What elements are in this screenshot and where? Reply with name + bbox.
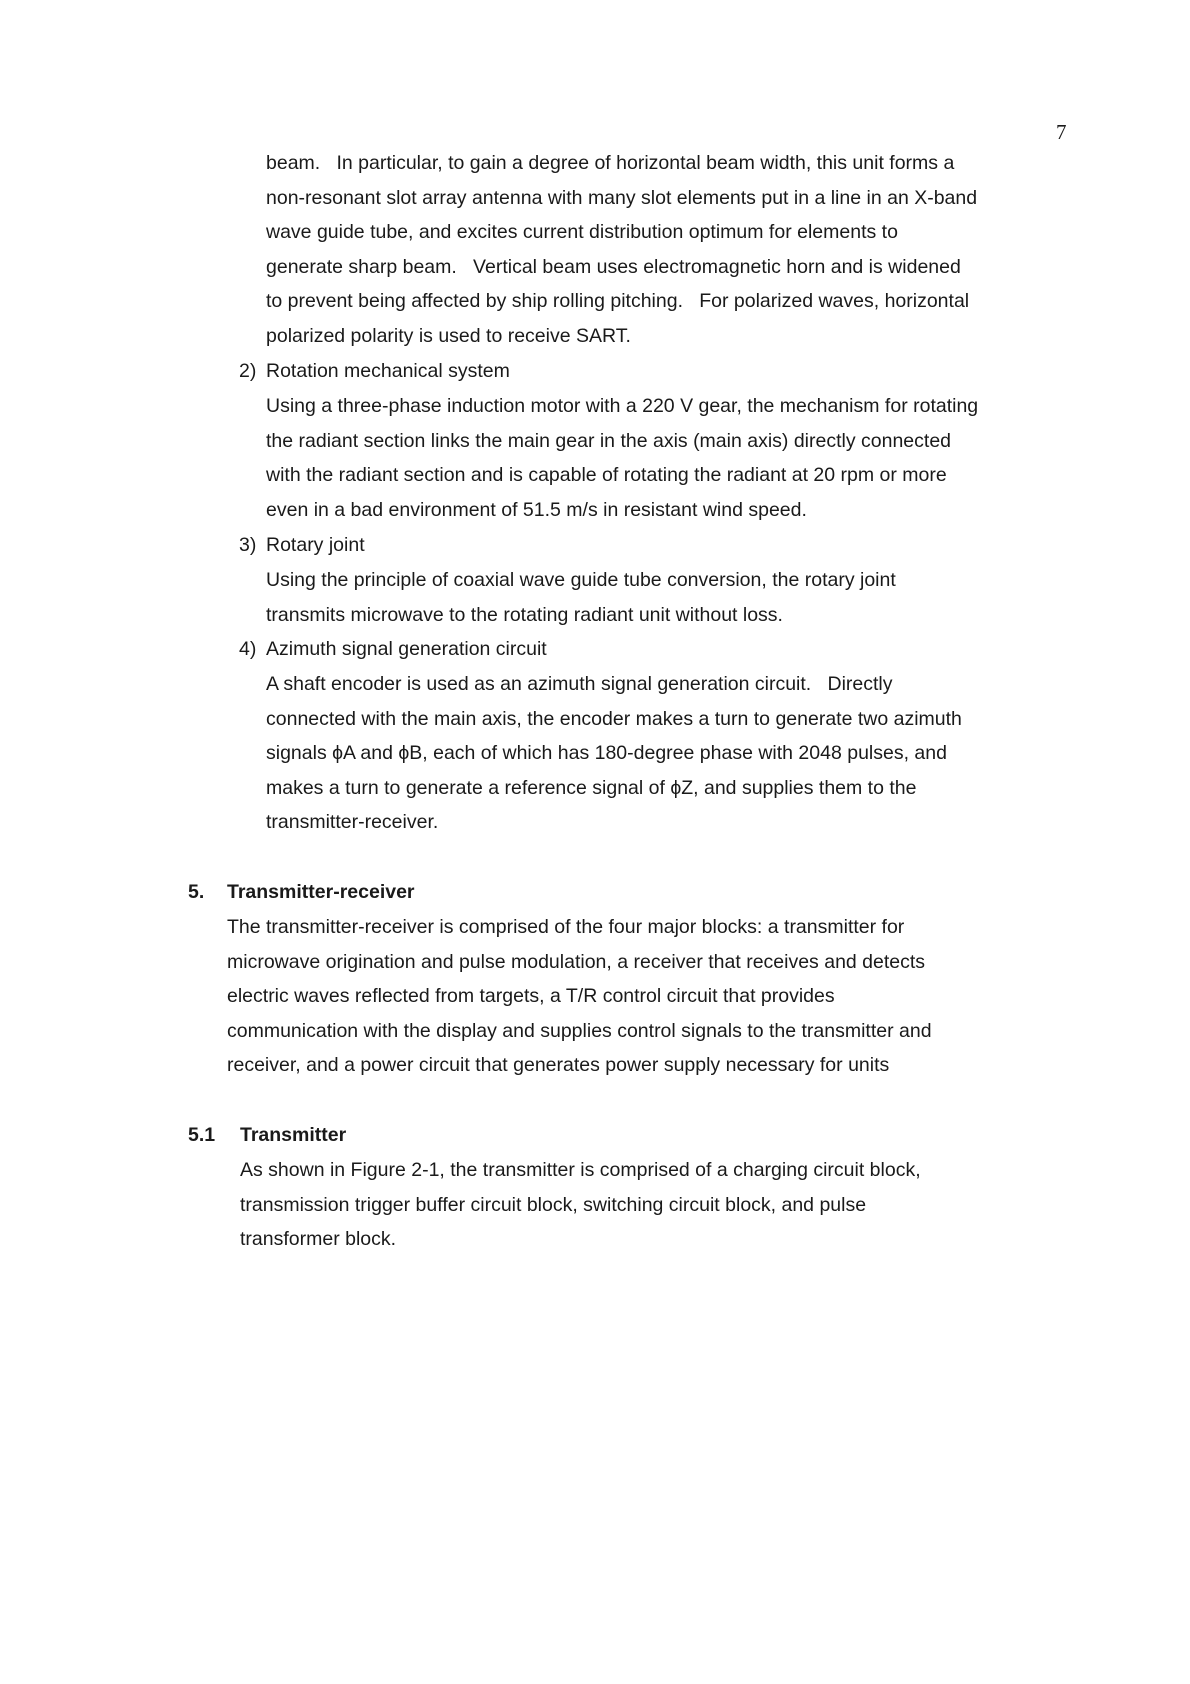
list-item-body [266,389,978,527]
text-line: transmission trigger buffer circuit block, switching circuit block, and pulse [240,1193,867,1216]
text-line: Using the principle of coaxial wave guide tube conversion, the rotary joint [266,569,896,591]
section-body [240,1153,921,1257]
text-line: even in a bad environment of 51.5 m/s in resistant wind speed. [266,498,807,521]
text-line: polarized polarity is used to receive SART. [266,324,631,347]
list-item-body [266,667,962,840]
text-line: As shown in Figure 2-1, the transmitter is comprised of a charging circuit block, [240,1159,921,1181]
text-line: beam. In particular, to gain a degree of horizontal beam width, this unit forms a [266,152,955,174]
text-line: The transmitter-receiver is comprised of the four major blocks: a transmitter for [227,916,905,938]
text-line: generate sharp beam. Vertical beam uses electromagnetic horn and is widened [266,255,961,278]
text-line: non-resonant slot array antenna with many slot elements put in a line in an X-band [266,186,978,209]
list-item-label: Rotation mechanical system [266,360,510,382]
text-line: with the radiant section and is capable of rotating the radiant at 20 rpm or more [266,464,947,487]
text-line: Using a three-phase induction motor with a 220 V gear, the mechanism for rotating [266,395,979,417]
text-line: transmits microwave to the rotating radiant unit without loss. [266,603,783,626]
section-number: 5. [188,881,205,903]
text-line: wave guide tube, and excites current distribution optimum for elements to [266,221,898,244]
section-number: 5.1 [188,1124,216,1146]
text-line: receiver, and a power circuit that generates power supply necessary for units [227,1054,890,1077]
text-line: A shaft encoder is used as an azimuth signal generation circuit. Directly [266,673,893,695]
text-line: connected with the main axis, the encoder makes a turn to generate two azimuth [266,707,962,730]
text-line: electric waves reflected from targets, a T/R control circuit that provides [227,985,835,1008]
list-item-number: 3) [239,534,257,556]
list-item-label: Rotary joint [266,534,365,556]
section-title: Transmitter [240,1124,347,1146]
section-title: Transmitter-receiver [227,881,415,903]
list-item-label: Azimuth signal generation circuit [266,638,547,660]
text-line: transformer block. [240,1228,397,1251]
list-item-number: 2) [239,360,257,382]
page-number: 7 [1056,120,1067,144]
text-line: microwave origination and pulse modulation, a receiver that receives and detects [227,950,926,973]
text-line: makes a turn to generate a reference signal of ϕZ, and supplies them to the [266,776,917,799]
list-item-body [266,563,896,632]
text-line: transmitter-receiver. [266,811,439,834]
text-line: the radiant section links the main gear in the axis (main axis) directly connected [266,429,952,452]
text-line: signals ϕA and ϕB, each of which has 180-degree phase with 2048 pulses, and [266,742,947,765]
section-body [227,910,932,1083]
text-line: communication with the display and supplies control signals to the transmitter and [227,1019,932,1042]
intro-paragraph [266,146,977,354]
text-line: to prevent being affected by ship rolling pitching. For polarized waves, horizontal [266,290,970,313]
list-item-number: 4) [239,638,257,660]
